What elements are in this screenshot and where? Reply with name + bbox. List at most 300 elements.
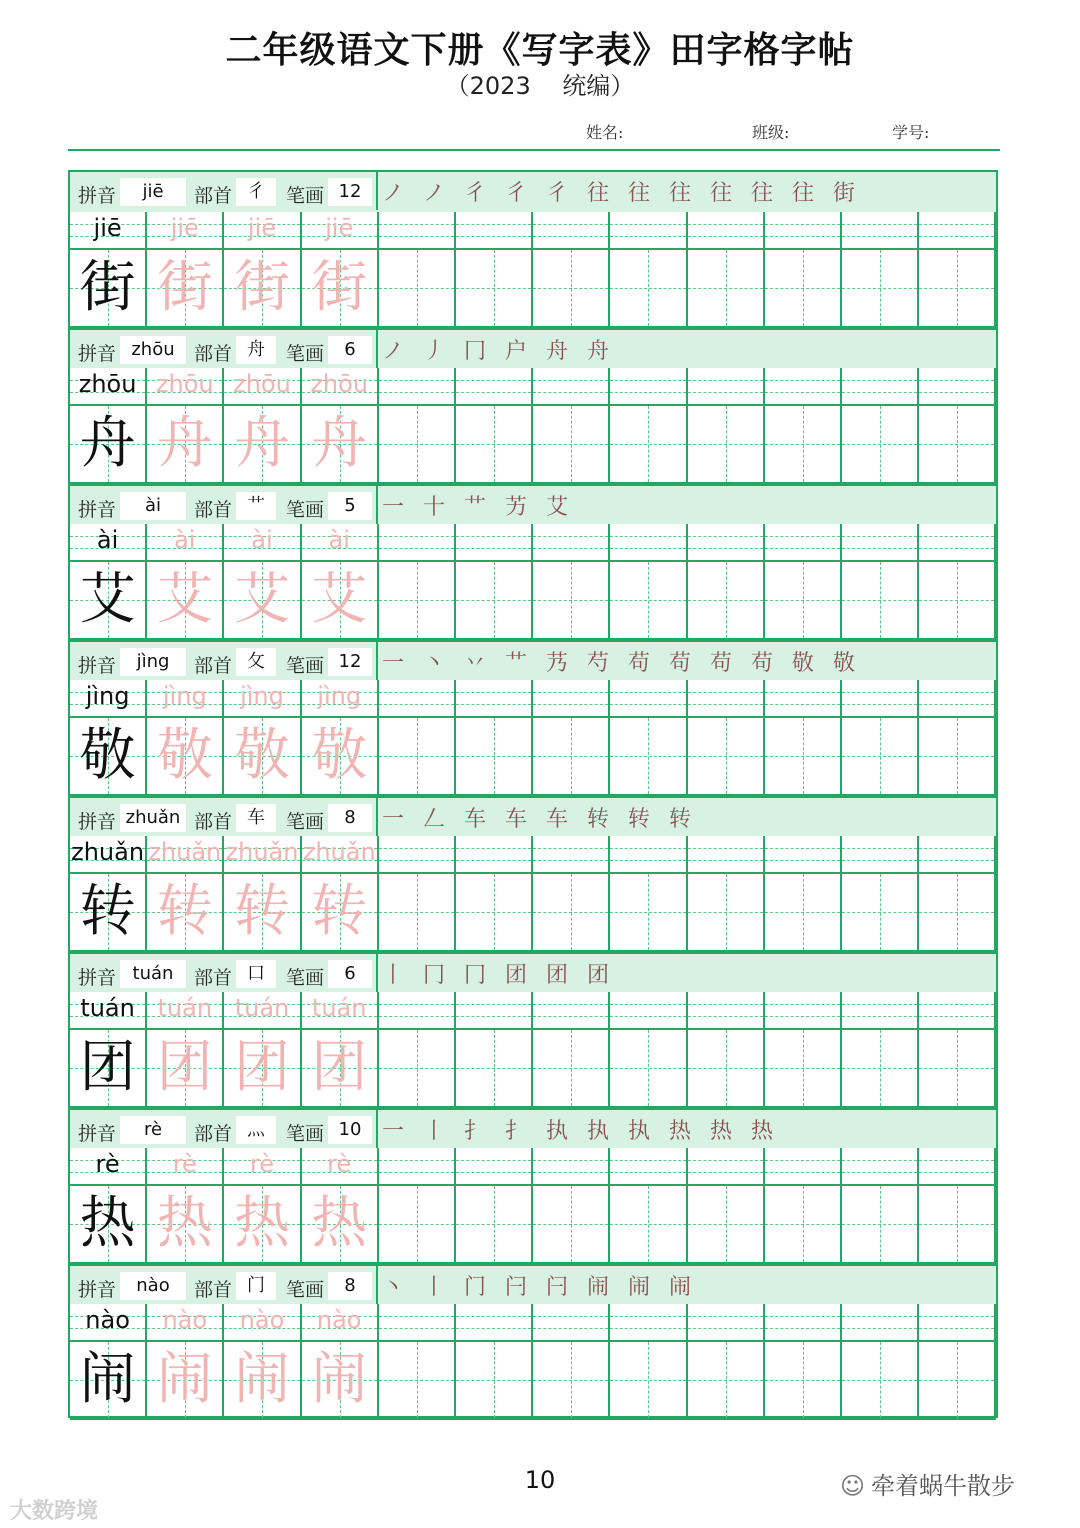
pinyin-trace: ài xyxy=(174,526,196,554)
pinyin-trace: jiē xyxy=(170,214,199,242)
practice-grid xyxy=(70,212,996,328)
tianzige-cell[interactable] xyxy=(765,250,842,328)
stroke-order: 一 丶 丷 艹 艿 芍 苟 苟 苟 苟 敬 敬 xyxy=(382,651,861,676)
pinyin-model: jìng xyxy=(85,682,130,710)
tianzige-cell[interactable] xyxy=(456,874,533,952)
pinyin-trace: rè xyxy=(172,1150,197,1178)
tianzige-cell xyxy=(302,1186,379,1264)
tianzige-cell[interactable] xyxy=(379,250,456,328)
character-trace: 闹 xyxy=(156,1347,213,1412)
pinyin-cell[interactable] xyxy=(919,524,996,562)
header-separator xyxy=(376,330,378,368)
character-trace: 敬 xyxy=(233,723,290,788)
tianzige-cell[interactable] xyxy=(765,874,842,952)
pinyin-cell[interactable] xyxy=(610,992,687,1030)
stroke-count-label: 笔画 xyxy=(286,655,325,677)
tianzige-cell[interactable] xyxy=(533,874,610,952)
pinyin-cell xyxy=(302,524,379,562)
pinyin-cell[interactable] xyxy=(456,524,533,562)
pinyin-cell[interactable] xyxy=(610,680,687,718)
tianzige-cell xyxy=(147,1342,224,1420)
char-block xyxy=(70,1108,996,1264)
tianzige-cell xyxy=(302,250,379,328)
tianzige-cell xyxy=(147,1030,224,1108)
tianzige-cell xyxy=(302,718,379,796)
pinyin-cell xyxy=(224,524,301,562)
tianzige-cell[interactable] xyxy=(765,562,842,640)
pinyin-cell[interactable] xyxy=(919,836,996,874)
tianzige-cell xyxy=(224,250,301,328)
tianzige-cell xyxy=(224,718,301,796)
character-model: 转 xyxy=(79,879,136,944)
pinyin-cell xyxy=(224,992,301,1030)
pinyin-trace: nào xyxy=(239,1306,285,1334)
tianzige-cell xyxy=(147,1186,224,1264)
pinyin-value: nào xyxy=(120,1272,186,1300)
pinyin-cell[interactable] xyxy=(919,1148,996,1186)
tianzige-cell[interactable] xyxy=(919,250,996,328)
pinyin-cell[interactable] xyxy=(765,680,842,718)
pinyin-cell[interactable] xyxy=(379,212,456,250)
tianzige-cell[interactable] xyxy=(379,406,456,484)
char-header-row xyxy=(70,328,996,368)
stroke-count-label: 笔画 xyxy=(286,1123,325,1145)
radical-label: 部首 xyxy=(194,1279,233,1301)
tianzige-cell[interactable] xyxy=(379,874,456,952)
page-subtitle: （2023 统编） xyxy=(445,72,635,100)
practice-grid xyxy=(70,1304,996,1420)
character-trace: 街 xyxy=(311,255,368,320)
pinyin-cell[interactable] xyxy=(919,368,996,406)
pinyin-model: ài xyxy=(96,526,119,554)
pinyin-cell[interactable] xyxy=(688,524,765,562)
tianzige-cell xyxy=(147,406,224,484)
pinyin-cell[interactable] xyxy=(533,1148,610,1186)
pinyin-cell xyxy=(302,992,379,1030)
character-trace: 敬 xyxy=(156,723,213,788)
pinyin-trace: tuán xyxy=(157,994,213,1022)
tianzige-cell[interactable] xyxy=(919,1342,996,1420)
tianzige-cell[interactable] xyxy=(919,562,996,640)
pinyin-value: jìng xyxy=(120,648,186,676)
tianzige-cell[interactable] xyxy=(842,1030,919,1108)
tianzige-cell xyxy=(224,1186,301,1264)
pinyin-cell xyxy=(302,1148,379,1186)
tianzige-cell[interactable] xyxy=(842,718,919,796)
pinyin-cell[interactable] xyxy=(765,836,842,874)
watermark-left: 大数跨境 xyxy=(10,1499,99,1524)
pinyin-cell[interactable] xyxy=(688,992,765,1030)
radical-value: 攵 xyxy=(236,648,276,676)
class-label: 班级: xyxy=(752,123,790,142)
pinyin-cell xyxy=(302,680,379,718)
pinyin-cell[interactable] xyxy=(533,836,610,874)
tianzige-cell[interactable] xyxy=(688,250,765,328)
pinyin-label: 拼音 xyxy=(78,343,117,365)
character-trace: 艾 xyxy=(233,567,290,632)
pinyin-cell xyxy=(224,680,301,718)
tianzige-cell[interactable] xyxy=(765,718,842,796)
pinyin-cell[interactable] xyxy=(456,368,533,406)
pinyin-cell xyxy=(224,836,301,874)
tianzige-cell[interactable] xyxy=(688,1030,765,1108)
pinyin-model: tuán xyxy=(80,994,135,1022)
stroke-count-value: 6 xyxy=(328,336,372,364)
character-trace: 热 xyxy=(156,1191,213,1256)
pinyin-cell xyxy=(70,368,147,406)
character-trace: 转 xyxy=(233,879,290,944)
pinyin-cell xyxy=(147,680,224,718)
char-header-row xyxy=(70,172,996,212)
wechat-icon: ☺ xyxy=(840,1472,866,1500)
tianzige-cell[interactable] xyxy=(610,250,687,328)
tianzige-cell xyxy=(70,874,147,952)
pinyin-label: 拼音 xyxy=(78,1123,117,1145)
tianzige-cell[interactable] xyxy=(688,406,765,484)
tianzige-cell[interactable] xyxy=(456,562,533,640)
radical-value: 灬 xyxy=(236,1116,276,1144)
tianzige-cell[interactable] xyxy=(688,1342,765,1420)
pinyin-cell xyxy=(302,368,379,406)
stroke-order: 丨 冂 冂 团 团 团 xyxy=(382,963,615,988)
tianzige-cell[interactable] xyxy=(919,718,996,796)
pinyin-cell xyxy=(70,1148,147,1186)
character-trace: 转 xyxy=(156,879,213,944)
pinyin-cell[interactable] xyxy=(688,680,765,718)
pinyin-trace: zhōu xyxy=(155,370,214,398)
character-trace: 团 xyxy=(311,1035,368,1100)
character-trace: 艾 xyxy=(156,567,213,632)
pinyin-cell xyxy=(147,1304,224,1342)
tianzige-cell[interactable] xyxy=(456,1186,533,1264)
tianzige-cell xyxy=(224,406,301,484)
stroke-order: 一 十 艹 艻 艾 xyxy=(382,495,574,520)
tianzige-cell[interactable] xyxy=(919,406,996,484)
tianzige-cell xyxy=(302,1342,379,1420)
tianzige-cell xyxy=(70,718,147,796)
stroke-order: 丶 丨 门 闩 闩 闹 闹 闹 xyxy=(382,1275,697,1300)
pinyin-cell[interactable] xyxy=(610,212,687,250)
pinyin-trace: jìng xyxy=(317,682,362,710)
tianzige-cell xyxy=(224,1342,301,1420)
tianzige-cell[interactable] xyxy=(533,1186,610,1264)
char-header-row xyxy=(70,796,996,836)
pinyin-cell[interactable] xyxy=(765,1148,842,1186)
tianzige-cell[interactable] xyxy=(456,1030,533,1108)
tianzige-cell[interactable] xyxy=(688,718,765,796)
char-header-row xyxy=(70,640,996,680)
tianzige-cell[interactable] xyxy=(533,1342,610,1420)
pinyin-trace: tuán xyxy=(234,994,290,1022)
character-trace: 热 xyxy=(233,1191,290,1256)
pinyin-cell[interactable] xyxy=(610,1304,687,1342)
tianzige-cell[interactable] xyxy=(610,562,687,640)
header-separator xyxy=(376,798,378,836)
tianzige-cell[interactable] xyxy=(379,1342,456,1420)
char-block xyxy=(70,796,996,952)
pinyin-cell[interactable] xyxy=(379,524,456,562)
pinyin-cell xyxy=(302,836,379,874)
practice-grid xyxy=(70,1148,996,1264)
pinyin-model: nào xyxy=(85,1306,130,1334)
character-trace: 舟 xyxy=(233,411,290,476)
tianzige-cell[interactable] xyxy=(533,406,610,484)
pinyin-cell[interactable] xyxy=(533,1304,610,1342)
pinyin-cell xyxy=(70,524,147,562)
pinyin-trace: nào xyxy=(162,1306,208,1334)
pinyin-cell[interactable] xyxy=(533,212,610,250)
practice-grid xyxy=(70,680,996,796)
pinyin-trace: jiē xyxy=(325,214,354,242)
pinyin-cell[interactable] xyxy=(610,1148,687,1186)
tianzige-cell[interactable] xyxy=(919,874,996,952)
tianzige-cell[interactable] xyxy=(533,562,610,640)
pinyin-cell[interactable] xyxy=(842,680,919,718)
radical-label: 部首 xyxy=(194,343,233,365)
char-block xyxy=(70,640,996,796)
tianzige-cell[interactable] xyxy=(610,1186,687,1264)
stroke-order: ノ 丿 冂 户 舟 舟 xyxy=(382,339,615,364)
pinyin-model: jiē xyxy=(93,214,122,242)
tianzige-cell[interactable] xyxy=(765,1342,842,1420)
tianzige-cell[interactable] xyxy=(688,562,765,640)
header-divider xyxy=(68,149,1000,151)
pinyin-trace: zhuǎn xyxy=(302,838,376,866)
pinyin-cell[interactable] xyxy=(919,680,996,718)
pinyin-cell[interactable] xyxy=(765,1304,842,1342)
pinyin-cell xyxy=(70,836,147,874)
char-header-row xyxy=(70,952,996,992)
pinyin-cell xyxy=(70,992,147,1030)
pinyin-cell xyxy=(147,1148,224,1186)
pinyin-cell[interactable] xyxy=(533,524,610,562)
character-model: 舟 xyxy=(79,411,136,476)
char-block xyxy=(70,172,996,328)
tianzige-cell xyxy=(70,250,147,328)
char-header-row xyxy=(70,1264,996,1304)
pinyin-trace: jìng xyxy=(240,682,284,710)
pinyin-cell[interactable] xyxy=(610,524,687,562)
tianzige-cell xyxy=(224,562,301,640)
radical-label: 部首 xyxy=(194,967,233,989)
pinyin-cell xyxy=(70,680,147,718)
tianzige-cell[interactable] xyxy=(919,1030,996,1108)
character-trace: 热 xyxy=(311,1191,368,1256)
tianzige-sheet xyxy=(68,170,998,1418)
character-model: 热 xyxy=(79,1191,136,1256)
stroke-count-value: 8 xyxy=(328,1272,372,1300)
pinyin-cell[interactable] xyxy=(765,524,842,562)
character-model: 团 xyxy=(79,1035,136,1100)
pinyin-cell[interactable] xyxy=(456,1148,533,1186)
stroke-count-value: 8 xyxy=(328,804,372,832)
tianzige-cell[interactable] xyxy=(765,1186,842,1264)
pinyin-cell[interactable] xyxy=(379,368,456,406)
tianzige-cell[interactable] xyxy=(533,1030,610,1108)
stroke-count-value: 12 xyxy=(328,178,372,206)
pinyin-cell[interactable] xyxy=(379,992,456,1030)
char-block xyxy=(70,328,996,484)
tianzige-cell[interactable] xyxy=(610,718,687,796)
pinyin-trace: rè xyxy=(249,1150,275,1178)
pinyin-cell[interactable] xyxy=(688,1304,765,1342)
pinyin-cell[interactable] xyxy=(533,680,610,718)
radical-value: 车 xyxy=(236,804,276,832)
character-model: 敬 xyxy=(79,723,136,788)
pinyin-cell[interactable] xyxy=(379,1304,456,1342)
pinyin-cell[interactable] xyxy=(919,1304,996,1342)
pinyin-cell[interactable] xyxy=(842,368,919,406)
character-trace: 闹 xyxy=(233,1347,290,1412)
pinyin-label: 拼音 xyxy=(78,1279,117,1301)
header-separator xyxy=(376,954,378,992)
tianzige-cell[interactable] xyxy=(533,250,610,328)
pinyin-cell[interactable] xyxy=(765,368,842,406)
tianzige-cell[interactable] xyxy=(379,718,456,796)
tianzige-cell[interactable] xyxy=(842,250,919,328)
pinyin-trace: zhuǎn xyxy=(225,838,299,866)
pinyin-value: rè xyxy=(120,1116,186,1144)
radical-value: 舟 xyxy=(236,336,276,364)
stroke-count-label: 笔画 xyxy=(286,343,325,365)
stroke-count-label: 笔画 xyxy=(286,967,325,989)
tianzige-cell[interactable] xyxy=(842,1342,919,1420)
pinyin-cell xyxy=(224,1304,301,1342)
pinyin-cell[interactable] xyxy=(688,1148,765,1186)
pinyin-cell[interactable] xyxy=(765,212,842,250)
pinyin-cell[interactable] xyxy=(842,836,919,874)
pinyin-cell[interactable] xyxy=(533,368,610,406)
stroke-order: ノ ノ 彳 彳 彳 往 往 往 往 往 往 街 xyxy=(382,181,861,206)
radical-label: 部首 xyxy=(194,655,233,677)
char-block xyxy=(70,1264,996,1420)
pinyin-cell[interactable] xyxy=(842,524,919,562)
pinyin-cell xyxy=(70,212,147,250)
pinyin-cell[interactable] xyxy=(688,836,765,874)
character-model: 闹 xyxy=(79,1347,136,1412)
radical-label: 部首 xyxy=(194,499,233,521)
pinyin-cell xyxy=(147,836,224,874)
pinyin-label: 拼音 xyxy=(78,811,117,833)
tianzige-cell[interactable] xyxy=(765,1030,842,1108)
tianzige-cell xyxy=(302,406,379,484)
pinyin-cell[interactable] xyxy=(379,1148,456,1186)
pinyin-trace: zhuǎn xyxy=(148,838,222,866)
character-trace: 舟 xyxy=(156,411,213,476)
pinyin-label: 拼音 xyxy=(78,655,117,677)
pinyin-cell[interactable] xyxy=(688,368,765,406)
practice-grid xyxy=(70,368,996,484)
pinyin-cell[interactable] xyxy=(919,992,996,1030)
pinyin-trace: jìng xyxy=(162,682,207,710)
stroke-count-value: 6 xyxy=(328,960,372,988)
tianzige-cell[interactable] xyxy=(456,1342,533,1420)
tianzige-cell[interactable] xyxy=(610,1342,687,1420)
stroke-order: 一 𠃋 车 车 车 转 转 转 xyxy=(382,807,697,832)
tianzige-cell xyxy=(147,718,224,796)
tianzige-cell[interactable] xyxy=(379,1030,456,1108)
tianzige-cell xyxy=(70,406,147,484)
pinyin-value: zhuǎn xyxy=(120,804,186,832)
pinyin-value: tuán xyxy=(120,960,186,988)
char-header-row xyxy=(70,484,996,524)
character-trace: 舟 xyxy=(311,411,368,476)
pinyin-cell[interactable] xyxy=(842,1304,919,1342)
header-separator xyxy=(376,642,378,680)
character-model: 街 xyxy=(79,255,136,320)
pinyin-cell[interactable] xyxy=(842,992,919,1030)
pinyin-trace: zhōu xyxy=(233,370,291,398)
tianzige-cell[interactable] xyxy=(379,562,456,640)
tianzige-cell[interactable] xyxy=(688,874,765,952)
stroke-count-label: 笔画 xyxy=(286,811,325,833)
pinyin-model: rè xyxy=(95,1150,120,1178)
stroke-order: 一 丨 扌 扌 执 执 执 热 热 热 xyxy=(382,1119,779,1144)
pinyin-cell[interactable] xyxy=(919,212,996,250)
pinyin-cell[interactable] xyxy=(456,1304,533,1342)
tianzige-cell[interactable] xyxy=(610,874,687,952)
pinyin-trace: ài xyxy=(328,526,350,554)
tianzige-cell[interactable] xyxy=(456,250,533,328)
radical-value: 彳 xyxy=(236,178,276,206)
pinyin-trace: nào xyxy=(316,1306,362,1334)
pinyin-label: 拼音 xyxy=(78,185,117,207)
stroke-count-label: 笔画 xyxy=(286,185,325,207)
tianzige-cell[interactable] xyxy=(765,406,842,484)
tianzige-cell[interactable] xyxy=(842,1186,919,1264)
pinyin-cell[interactable] xyxy=(456,212,533,250)
character-trace: 闹 xyxy=(311,1347,368,1412)
radical-value: 口 xyxy=(236,960,276,988)
character-trace: 敬 xyxy=(311,723,368,788)
pinyin-cell[interactable] xyxy=(456,680,533,718)
tianzige-cell[interactable] xyxy=(842,562,919,640)
tianzige-cell xyxy=(147,562,224,640)
tianzige-cell[interactable] xyxy=(456,718,533,796)
pinyin-cell[interactable] xyxy=(842,1148,919,1186)
pinyin-cell xyxy=(147,524,224,562)
pinyin-cell[interactable] xyxy=(610,836,687,874)
pinyin-cell xyxy=(70,1304,147,1342)
tianzige-cell xyxy=(302,1030,379,1108)
pinyin-cell[interactable] xyxy=(456,992,533,1030)
tianzige-cell[interactable] xyxy=(842,406,919,484)
pinyin-cell[interactable] xyxy=(610,368,687,406)
character-trace: 街 xyxy=(156,255,213,320)
tianzige-cell[interactable] xyxy=(688,1186,765,1264)
tianzige-cell[interactable] xyxy=(610,1030,687,1108)
pinyin-cell[interactable] xyxy=(533,992,610,1030)
pinyin-cell[interactable] xyxy=(842,212,919,250)
tianzige-cell[interactable] xyxy=(533,718,610,796)
tianzige-cell[interactable] xyxy=(379,1186,456,1264)
pinyin-cell[interactable] xyxy=(379,680,456,718)
tianzige-cell[interactable] xyxy=(842,874,919,952)
pinyin-cell[interactable] xyxy=(456,836,533,874)
pinyin-cell xyxy=(224,212,301,250)
character-trace: 街 xyxy=(233,255,290,320)
page-title: 二年级语文下册《写字表》田字格字帖 xyxy=(225,30,855,71)
tianzige-cell[interactable] xyxy=(610,406,687,484)
pinyin-cell[interactable] xyxy=(379,836,456,874)
pinyin-cell xyxy=(224,368,301,406)
pinyin-cell[interactable] xyxy=(765,992,842,1030)
pinyin-trace: rè xyxy=(327,1150,352,1178)
pinyin-cell[interactable] xyxy=(688,212,765,250)
tianzige-cell[interactable] xyxy=(919,1186,996,1264)
pinyin-value: jiē xyxy=(120,178,186,206)
tianzige-cell[interactable] xyxy=(456,406,533,484)
